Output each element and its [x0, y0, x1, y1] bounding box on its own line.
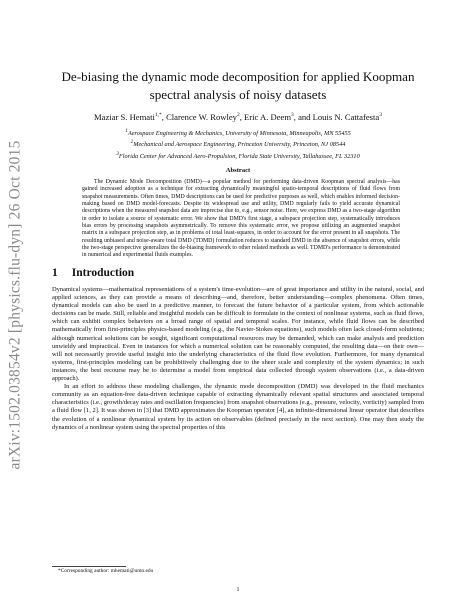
section-heading [52, 267, 424, 279]
body-paragraph: In an effort to address these modeling challenges, the dynamic mode decomposition (DMD) was developed in the fluid mechanics community as an equation-free data-driven technique capable of extracting dynamically relevant spatial structures and associated temporal characteristics (i.e., growth/decay rates and oscillation frequencies) from snapshot observations (e.g., pressure, velocity, vorticity) sampled from a fluid flow [1, 2]. It was shown in [3] that DMD approximates the Koopman operator [4], an infinite-dimensional linear operator that describes the evolution of a nonlinear dynamical system by its action on observables (defined precisely in the next section). One may then study the dynamics of a nonlinear system using the spectral properties of this [52, 383, 424, 431]
affiliation-text: Florida Center for Advanced Aero-Propulsion, Florida State University, Tallahassee, FL 32310 [118, 152, 360, 160]
affiliation-mark: 1 [125, 128, 128, 134]
section-title: Introduction [71, 267, 135, 279]
arxiv-identifier-text: arXiv:1502.03854v2 [physics.flu-dyn] 26 Oct 2015 [7, 140, 24, 470]
arxiv-identifier-stamp[interactable] [4, 140, 28, 470]
section-number: 1 [52, 267, 58, 279]
author-name: Eric A. Deem [244, 111, 292, 122]
affiliation-item [52, 127, 424, 138]
author-list: Maziar S. Hemati$^{1,*}$, Clarence W. Rowley$^2$, Eric A. Deem$^3$, and Louis N. Cattafesta$^3$ [94, 111, 382, 122]
body-paragraph: Dynamical systems—mathematical representations of a system's time-evolution—are of great importance and utility in the natural, social, and applied sciences, as they can provide a means of describing—and, therefore, better understanding—complex phenomena. Often times, dynamical models can also be used in a predictive manner, to forecast the future behavior of a particular system, from which actionable decisions can be made. Still, reliable and insightful models can be difficult to formulate in the context of nonlinear systems, such as fluid flows, which can exhibit complex behaviors on a broad range of spatial and temporal scales. For instance, while fluid flows can be described mathematically from first-principles physics-based modeling (e.g., the Navier-Stokes equations), such models often lack closed-form solutions; although numerical solutions can be sought, significant computational resources may be demanded, which can make analysis and prediction unwieldy and impractical. Even in instances for which a numerical solution can be reasonably computed, the resulting data—on their own—will not necessarily provide useful insight into the underlying characteristics of the fluid flow evolution. Furthermore, for many dynamical systems, first-principles modeling can be prohibitively challenging due to the sheer scale and complexity of the system dynamics; in such instances, the best recourse may be to determine a model from empirical data collected through system observations (i.e., a data-driven approach). [52, 286, 424, 383]
abstract-heading: Abstract [225, 167, 251, 174]
paper-title [52, 68, 424, 104]
author-mark: 3 [379, 112, 382, 118]
affiliation-item [52, 138, 424, 149]
author-mark: 2 [236, 112, 240, 118]
author-mark: 3 [291, 112, 294, 118]
title-line-1: De-biasing the dynamic mode decomposition for applied Koopman [61, 69, 415, 84]
affiliation-mark: 3 [116, 150, 119, 157]
footnote-divider [52, 566, 126, 567]
affiliation-item [52, 150, 424, 161]
title-line-2: spectral analysis of noisy datasets [149, 87, 327, 102]
author-name: Clarence W. Rowley [166, 111, 237, 122]
footnote: *Corresponding author: mhemati@umn.edu [58, 568, 154, 574]
affiliation-mark: 2 [130, 139, 134, 146]
author-name: Maziar S. Hemati [94, 111, 155, 122]
author-name: Louis N. Cattafesta [312, 111, 380, 122]
affiliation-list [52, 127, 424, 161]
affiliation-text: Mechanical and Aerospace Engineering, Princeton University, Princeton, NJ 08544 [133, 141, 346, 149]
affiliation-text: Aerospace Engineering & Mechanics, University of Minnesota, Minneapolis, MN 55455 [127, 130, 351, 138]
page-number: 1 [236, 586, 240, 593]
introduction-body [52, 286, 424, 432]
author-mark: 1,* [154, 112, 162, 118]
abstract-text: The Dynamic Mode Decomposition (DMD)—a popular method for performing data-driven Koopman spectral analysis—has gained increased adoption as a technique for extracting dynamically meaningful spatio-temporal descriptions of fluid flows from snapshot measurements. Often times, DMD descriptions can be used for predictive purposes as well, which enables informed decision-making based on DMD model-forecasts. Despite its widespread use and utility, DMD regularly fails to yield accurate dynamical descriptions when the measured snapshot data are imprecise due to, e.g., sensor noise. Here, we express DMD as a two-stage algorithm in order to isolate a source of systematic error. We show that DMD's first stage, a subspace projection step, systematically introduces bias errors by processing snapshots asymmetrically. To remove this systematic error, we propose utilizing an augmented snapshot matrix in a subspace projection step, as in problems of total least-squares, in order to account for the error present in all snapshots. The resulting unbiased and noise-aware total DMD (TDMD) formulation reduces to standard DMD in the absence of snapshot errors, while the two-stage perspective generalizes the de-biasing framework to other related methods as well. TDMD's performance is demonstrated in numerical and experimental fluids examples. [82, 179, 400, 259]
